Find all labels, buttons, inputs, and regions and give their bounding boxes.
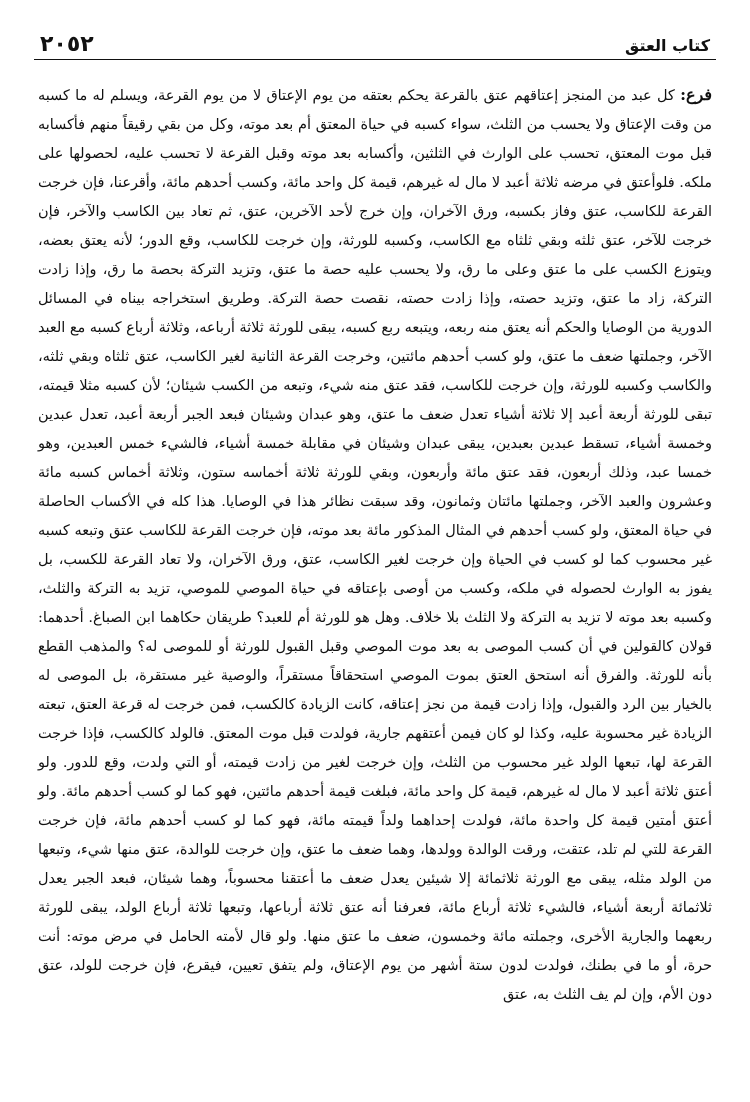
running-head-title: كتاب العتق <box>625 36 710 55</box>
page-header <box>34 30 716 60</box>
body-paragraph <box>34 80 716 1010</box>
section-label: فرع: <box>680 85 713 104</box>
page-number: ٢٠٥٢ <box>40 32 94 57</box>
body-text: كل عبد من المنجز إعتاقهم عتق بالقرعة يحكم بعتقه من يوم الإعتاق لا من يوم القرعة، ويسلم له ما كسبه من وقت الإعتاق ولا يحسب من الثلث، سواء كسبه في حياة المعتق أم بعد موته، وكل من بقي رقيقاً منهم فأكسابه قبل موت المعتق، تحسب على الوارث في الثلثين، وأكسابه بعد موته وقبل القرعة لا تحسب عليه، لحصولها على ملكه. فلوأعتق في مرضه ثلاثة أعبد لا مال له غيرهم، قيمة كل واحد مائة، وكسب أحدهم مائة، وأقرعنا، فإن خرجت القرعة للكاسب، عتق وفاز بكسبه، ورق الآخران، وإن خرج لأحد الآخرين، عتق، ثم تعاد بين الكاسب والآخر، فإن خرجت للآخر، عتق ثلثه وبقي ثلثاه مع الكاسب، وكسبه للورثة، وإن خرجت للكاسب، وقع الدور؛ لأنه يعتق بعضه، ويتوزع الكسب على ما عتق وعلى ما رق، ولا يحسب عليه حصة ما عتق، وتزيد التركة بحصة ما رق، وإذا زادت التركة، زاد ما عتق، وتزيد حصته، وإذا زادت حصته، نقصت حصة التركة. وطريق استخراجه بيناه في المسائل الدورية من الوصايا والحكم أنه يعتق منه ربعه، ويتبعه ربع كسبه، يبقى للورثة ثلاثة أرباعه، وثلاثة أرباع كسبه مع العبد الآخر، وجملتها ضعف ما عتق، ولو كسب أحدهم مائتين، وخرجت القرعة الثانية لغير الكاسب، عتق ثلثاه وبقي ثلثه، والكاسب وكسبه للورثة، وإن خرجت للكاسب، فقد عتق منه شيء، وتبعه من الكسب شيئان؛ لأن كسبه مثلا قيمته، تبقى للورثة أربعة أعبد إلا ثلاثة أشياء تعدل ضعف ما عتق، وهو عبدان وشيئان فبعد الجبر أربعة أعبد، تعدل عبدين وخمسة أشياء، تسقط عبدين بعبدين، يبقى عبدان وشيئان في مقابلة خمسة أشياء، فالشيء خمس العبدين، وهو خمسا عبد، وذلك أربعون، فقد عتق مائة وأربعون، وبقي للورثة ثلاثة أخماسه ستون، وثلاثة أخماس كسبه مائة وعشرون والعبد الآخر، وجملتها مائتان وثمانون، وقد سبقت نظائر هذا في الوصايا. هذا كله في الأكساب الحاصلة في حياة المعتق، ولو كسب أحدهم في المثال المذكور مائة بعد موته، فإن خرجت القرعة للكاسب عتق وتبعه كسبه غير محسوب كما لو كسب في الحياة وإن خرجت لغير الكاسب، عتق، ورق الآخران، ولا تعاد القرعة للكسب، بل يفوز به الوارث لحصوله في ملكه، وكسب من أوصى بإعتاقه في حياة الموصي للموصي، تزيد به التركة والثلث، وكسبه بعد موته لا تزيد به التركة ولا الثلث بلا خلاف. وهل هو للورثة أم للعبد؟ طريقان حكاهما ابن الصباغ. أحدهما: قولان كالقولين في أن كسب الموصى به بعد موت الموصي وقبل القبول للورثة أو للموصى له؟ والمذهب القطع بأنه للورثة. والفرق أنه استحق العتق بموت الموصي استحقاقاً مستقراً، والوصية غير مستقرة، بل الموصى له بالخيار بين الرد والقبول، وإذا زادت قيمة من نجز إعتاقه، كانت الزيادة كالكسب، فمن خرجت له قرعة العتق، تبعته الزيادة غير محسوبة عليه، وكذا لو كان فيمن أعتقهم جارية، فولدت قبل موت المعتق. فالولد كالكسب، فإذا خرجت القرعة لها، تبعها الولد غير محسوب من الثلث، وإن خرجت لغير من زادت قيمته، أو التي ولدت، وقع للدور. ولو أعتق ثلاثة أعبد لا مال له غيرهم، قيمة كل واحد مائة، فبلغت قيمة أحدهم مائتين، فهو كما لو كسب أحدهم مائة. ولو أعتق أمتين قيمة كل واحدة مائة، فولدت إحداهما ولداً قيمته مائة، فهو كما لو كسب أحدهم مائة، فإن خرجت القرعة للتي لم تلد، عتقت، ورقت الوالدة وولدها، وهما ضعف ما عتق، وإن خرجت للوالدة، عتق منها شيء، وتبعها من الولد مثله، يبقى مع الورثة ثلاثمائة إلا شيئين يعدل ضعف ما أعتقنا محسوباً، وهما شيئان، فبعد الجبر يعدل ثلاثمائة أربعة أشياء، فالشيء ثلاثة أرباع مائة، فعرفنا أنه عتق ثلاثة أرباعها، وتبعها ثلاثة أرباع الولد، يبقى للورثة ربعهما والجارية الأخرى، وجملته مائة وخمسون، ضعف ما عتق منها. ولو قال لأمته الحامل في مرض موته: أنت حرة، أو ما في بطنك، فولدت لدون ستة أشهر من يوم الإعتاق، ولم يتفق تعيين، فيقرع، فإن خرجت للولد، عتق دون الأم، وإن لم يف الثلث به، عتق <box>38 88 712 1003</box>
